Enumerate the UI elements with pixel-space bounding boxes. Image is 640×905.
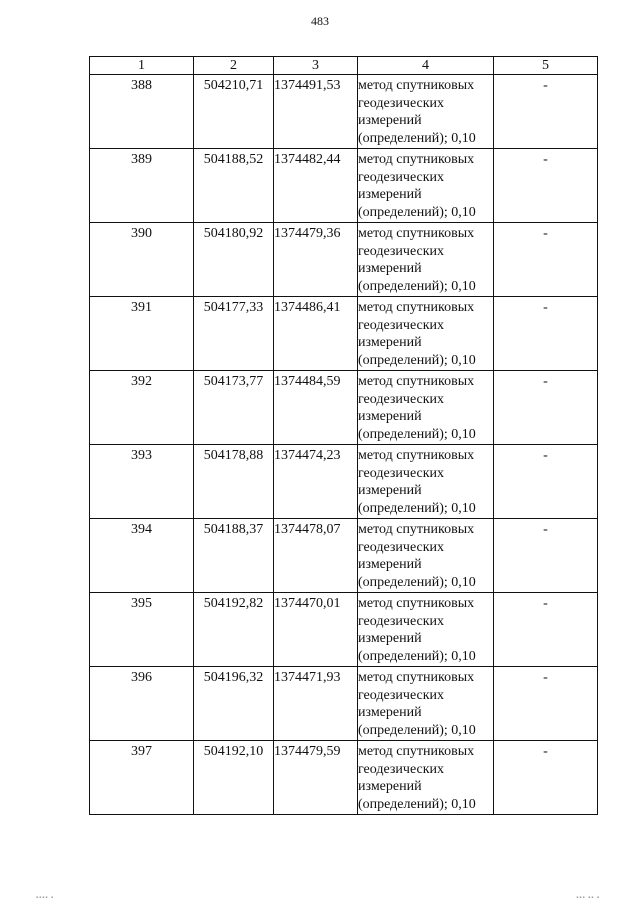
note-cell: - [494, 667, 598, 741]
point-number-cell: 389 [90, 149, 194, 223]
method-text-line: геодезических [358, 613, 445, 629]
table-row [90, 593, 598, 667]
method-text-line: (определений); 0,10 [358, 130, 476, 146]
x-coordinate-cell: 504180,92 [194, 223, 274, 297]
method-text-line: (определений); 0,10 [358, 648, 476, 664]
header-col-5: 5 [494, 57, 598, 75]
method-text-line: геодезических [358, 465, 445, 481]
note-cell: - [494, 149, 598, 223]
method-text-line: измерений [358, 261, 422, 276]
y-coordinate-cell: 1374484,59 [274, 371, 358, 445]
method-cell [358, 519, 494, 593]
header-col-3: 3 [274, 57, 358, 75]
method-text-line: измерений [358, 187, 422, 202]
method-text-line: (определений); 0,10 [358, 278, 476, 294]
y-coordinate-cell: 1374471,93 [274, 667, 358, 741]
y-coordinate-cell: 1374486,41 [274, 297, 358, 371]
scan-mark-left: ▪▪▪▪ ▪ [36, 895, 55, 901]
header-col-2: 2 [194, 57, 274, 75]
note-cell: - [494, 371, 598, 445]
x-coordinate-cell: 504178,88 [194, 445, 274, 519]
note-cell: - [494, 519, 598, 593]
method-text-line: метод спутниковых [358, 78, 475, 93]
y-coordinate-cell: 1374491,53 [274, 75, 358, 149]
method-text-line: метод спутниковых [358, 448, 475, 463]
method-text-line: метод спутниковых [358, 670, 475, 685]
method-text-line: геодезических [358, 95, 445, 111]
method-text-line: геодезических [358, 391, 445, 407]
table-header-row [90, 57, 598, 75]
coordinates-table [89, 56, 598, 815]
method-text-line: (определений); 0,10 [358, 500, 476, 516]
table-row [90, 297, 598, 371]
method-cell [358, 741, 494, 815]
x-coordinate-cell: 504210,71 [194, 75, 274, 149]
method-cell [358, 593, 494, 667]
method-text-line: (определений); 0,10 [358, 352, 476, 368]
note-cell: - [494, 445, 598, 519]
header-col-1: 1 [90, 57, 194, 75]
y-coordinate-cell: 1374479,59 [274, 741, 358, 815]
point-number-cell: 390 [90, 223, 194, 297]
note-cell: - [494, 223, 598, 297]
method-cell [358, 223, 494, 297]
method-cell [358, 445, 494, 519]
point-number-cell: 388 [90, 75, 194, 149]
method-cell [358, 371, 494, 445]
method-text-line: метод спутниковых [358, 300, 475, 315]
point-number-cell: 395 [90, 593, 194, 667]
table-row [90, 741, 598, 815]
y-coordinate-cell: 1374470,01 [274, 593, 358, 667]
header-col-4: 4 [358, 57, 494, 75]
scan-mark-right: ▪▪▪ ▪▪ ▪ [576, 895, 600, 901]
method-text-line: (определений); 0,10 [358, 426, 476, 442]
table-row [90, 667, 598, 741]
method-text-line: метод спутниковых [358, 522, 475, 537]
table-row [90, 149, 598, 223]
y-coordinate-cell: 1374482,44 [274, 149, 358, 223]
method-cell [358, 75, 494, 149]
page-number: 483 [311, 14, 329, 28]
note-cell: - [494, 741, 598, 815]
table-body [90, 75, 598, 815]
x-coordinate-cell: 504192,10 [194, 741, 274, 815]
method-text-line: геодезических [358, 317, 445, 333]
note-cell: - [494, 75, 598, 149]
method-text-line: (определений); 0,10 [358, 722, 476, 738]
method-text-line: метод спутниковых [358, 744, 475, 759]
method-text-line: геодезических [358, 169, 445, 185]
table-row [90, 223, 598, 297]
table-row [90, 445, 598, 519]
y-coordinate-cell: 1374474,23 [274, 445, 358, 519]
method-cell [358, 667, 494, 741]
x-coordinate-cell: 504188,37 [194, 519, 274, 593]
method-text-line: (определений); 0,10 [358, 204, 476, 220]
note-cell: - [494, 297, 598, 371]
method-text-line: метод спутниковых [358, 226, 475, 241]
method-text-line: метод спутниковых [358, 152, 475, 167]
method-text-line: геодезических [358, 539, 445, 555]
point-number-cell: 392 [90, 371, 194, 445]
point-number-cell: 391 [90, 297, 194, 371]
point-number-cell: 394 [90, 519, 194, 593]
method-text-line: (определений); 0,10 [358, 574, 476, 590]
method-text-line: метод спутниковых [358, 374, 475, 389]
method-text-line: измерений [358, 113, 422, 128]
method-text-line: (определений); 0,10 [358, 796, 476, 812]
x-coordinate-cell: 504196,32 [194, 667, 274, 741]
note-cell: - [494, 593, 598, 667]
method-text-line: измерений [358, 779, 422, 794]
method-text-line: измерений [358, 409, 422, 424]
method-text-line: измерений [358, 557, 422, 572]
x-coordinate-cell: 504173,77 [194, 371, 274, 445]
method-text-line: измерений [358, 483, 422, 498]
method-text-line: геодезических [358, 761, 445, 777]
method-text-line: геодезических [358, 243, 445, 259]
x-coordinate-cell: 504188,52 [194, 149, 274, 223]
x-coordinate-cell: 504177,33 [194, 297, 274, 371]
method-text-line: геодезических [358, 687, 445, 703]
point-number-cell: 396 [90, 667, 194, 741]
method-cell [358, 297, 494, 371]
table-row [90, 371, 598, 445]
y-coordinate-cell: 1374478,07 [274, 519, 358, 593]
method-text-line: измерений [358, 705, 422, 720]
method-text-line: измерений [358, 335, 422, 350]
table-row [90, 519, 598, 593]
method-text-line: измерений [358, 631, 422, 646]
x-coordinate-cell: 504192,82 [194, 593, 274, 667]
point-number-cell: 397 [90, 741, 194, 815]
table-row [90, 75, 598, 149]
point-number-cell: 393 [90, 445, 194, 519]
method-text-line: метод спутниковых [358, 596, 475, 611]
method-cell [358, 149, 494, 223]
y-coordinate-cell: 1374479,36 [274, 223, 358, 297]
